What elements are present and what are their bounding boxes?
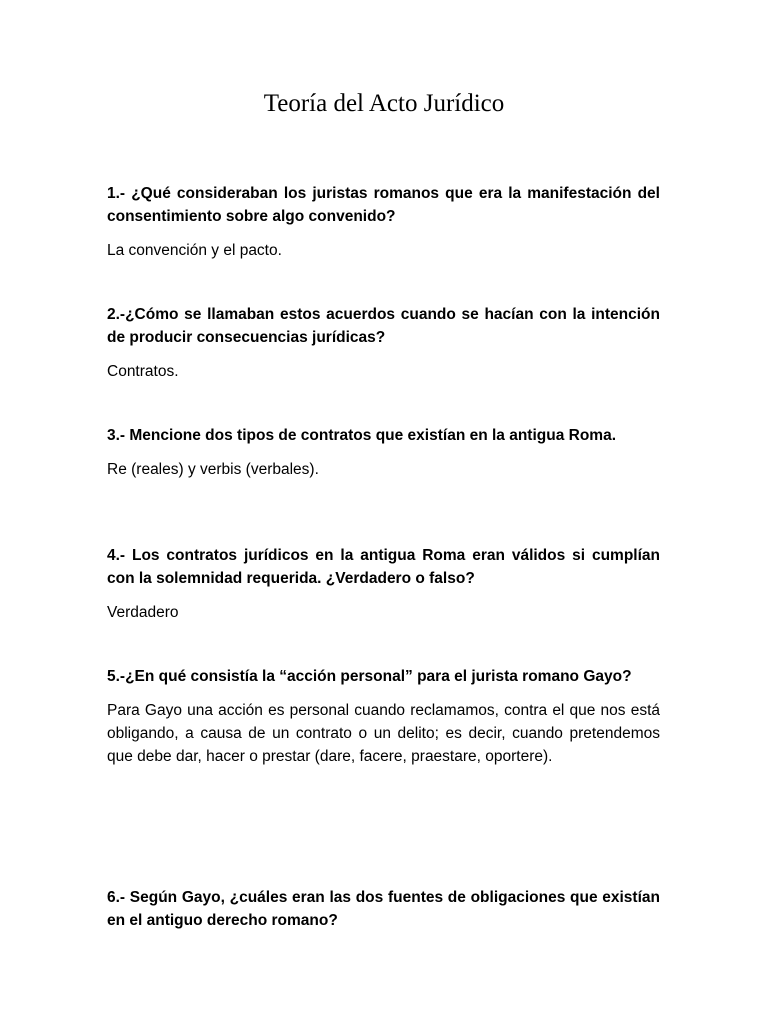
- question-text: 1.- ¿Qué consideraban los juristas romanos que era la manifestación del consentimiento sobre algo convenido?: [107, 185, 660, 225]
- answer-text: Contratos.: [107, 363, 179, 380]
- answer-text: Verdadero: [107, 604, 179, 621]
- question-text: 2.-¿Cómo se llamaban estos acuerdos cuando se hacían con la intención de producir consecuencias jurídicas?: [107, 306, 660, 346]
- qa-item: [107, 544, 660, 624]
- answer-text: Re (reales) y verbis (verbales).: [107, 461, 319, 478]
- document-title: Teoría del Acto Jurídico: [263, 90, 505, 117]
- qa-item: [107, 424, 660, 481]
- answer-text: La convención y el pacto.: [107, 242, 282, 259]
- question-text: 4.- Los contratos jurídicos en la antigua Roma eran válidos si cumplían con la solemnidad requerida. ¿Verdadero o falso?: [107, 547, 660, 587]
- qa-item: [107, 886, 660, 932]
- qa-item: [107, 665, 660, 768]
- question-text: 5.-¿En qué consistía la “acción personal” para el jurista romano Gayo?: [107, 668, 632, 685]
- question-text: 3.- Mencione dos tipos de contratos que existían en la antigua Roma.: [107, 427, 617, 444]
- answer-text: Para Gayo una acción es personal cuando reclamamos, contra el que nos está obligando, a causa de un contrato o un delito; es decir, cuando pretendemos que debe dar, hacer o prestar (dare, facere, praestare, oportere).: [107, 702, 660, 765]
- qa-item: [107, 182, 660, 262]
- question-text: 6.- Según Gayo, ¿cuáles eran las dos fuentes de obligaciones que existían en el antiguo derecho romano?: [107, 889, 660, 929]
- qa-item: [107, 303, 660, 383]
